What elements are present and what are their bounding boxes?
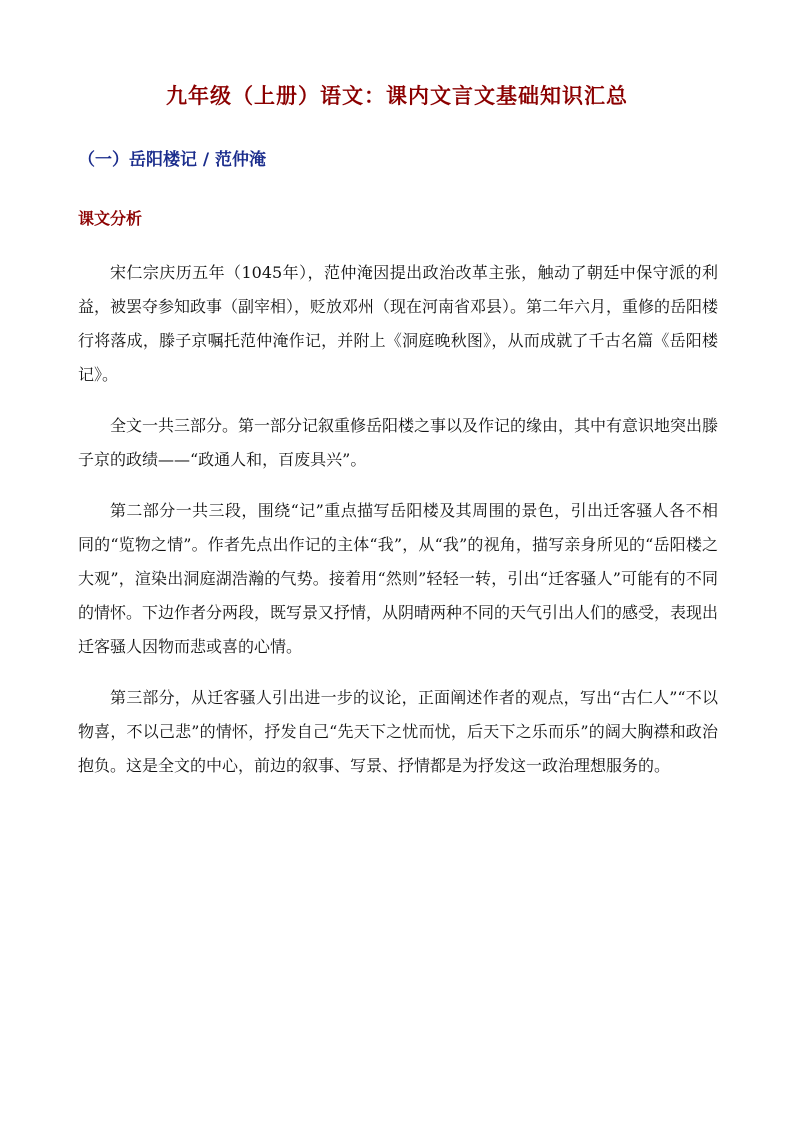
paragraph-part-one: 全文一共三部分。第一部分记叙重修岳阳楼之事以及作记的缘由，其中有意识地突出滕子京的政绩——“政通人和，百废具兴”。 <box>78 416 719 469</box>
paragraph-part-two: 第二部分一共三段，围绕“记”重点描写岳阳楼及其周围的景色，引出迁客骚人各不相同的“览物之情”。作者先点出作记的主体“我”，从“我”的视角，描写亲身所见的“岳阳楼之大观”，渲染出洞庭湖浩瀚的气势。接着用“然则”轻轻一转，引出“迁客骚人”可能有的不同的情怀。下边作者分两段，既写景又抒情，从阴晴两种不同的天气引出人们的感受，表现出迁客骚人因物而悲或喜的心情。 <box>78 501 719 656</box>
paragraph-background: 宋仁宗庆历五年（1045年），范仲淹因提出政治改革主张，触动了朝廷中保守派的利益，被罢夺参知政事（副宰相），贬放邓州（现在河南省邓县）。第二年六月，重修的岳阳楼行将落成，滕子京嘱托范仲淹作记，并附上《洞庭晚秋图》，从而成就了千古名篇《岳阳楼记》。 <box>78 263 719 384</box>
subsection-heading: 课文分析 <box>78 209 143 228</box>
document-title: 九年级（上册）语文：课内文言文基础知识汇总 <box>166 83 628 108</box>
section-heading: （一）岳阳楼记 / 范仲淹 <box>78 150 267 170</box>
article-body <box>78 256 718 800</box>
paragraph-part-three: 第三部分，从迁客骚人引出进一步的议论，正面阐述作者的观点，写出“古仁人”“不以物喜，不以己悲”的情怀，抒发自己“先天下之忧而忧，后天下之乐而乐”的阔大胸襟和政治抱负。这是全文的中心，前边的叙事、写景、抒情都是为抒发这一政治理想服务的。 <box>78 688 718 775</box>
